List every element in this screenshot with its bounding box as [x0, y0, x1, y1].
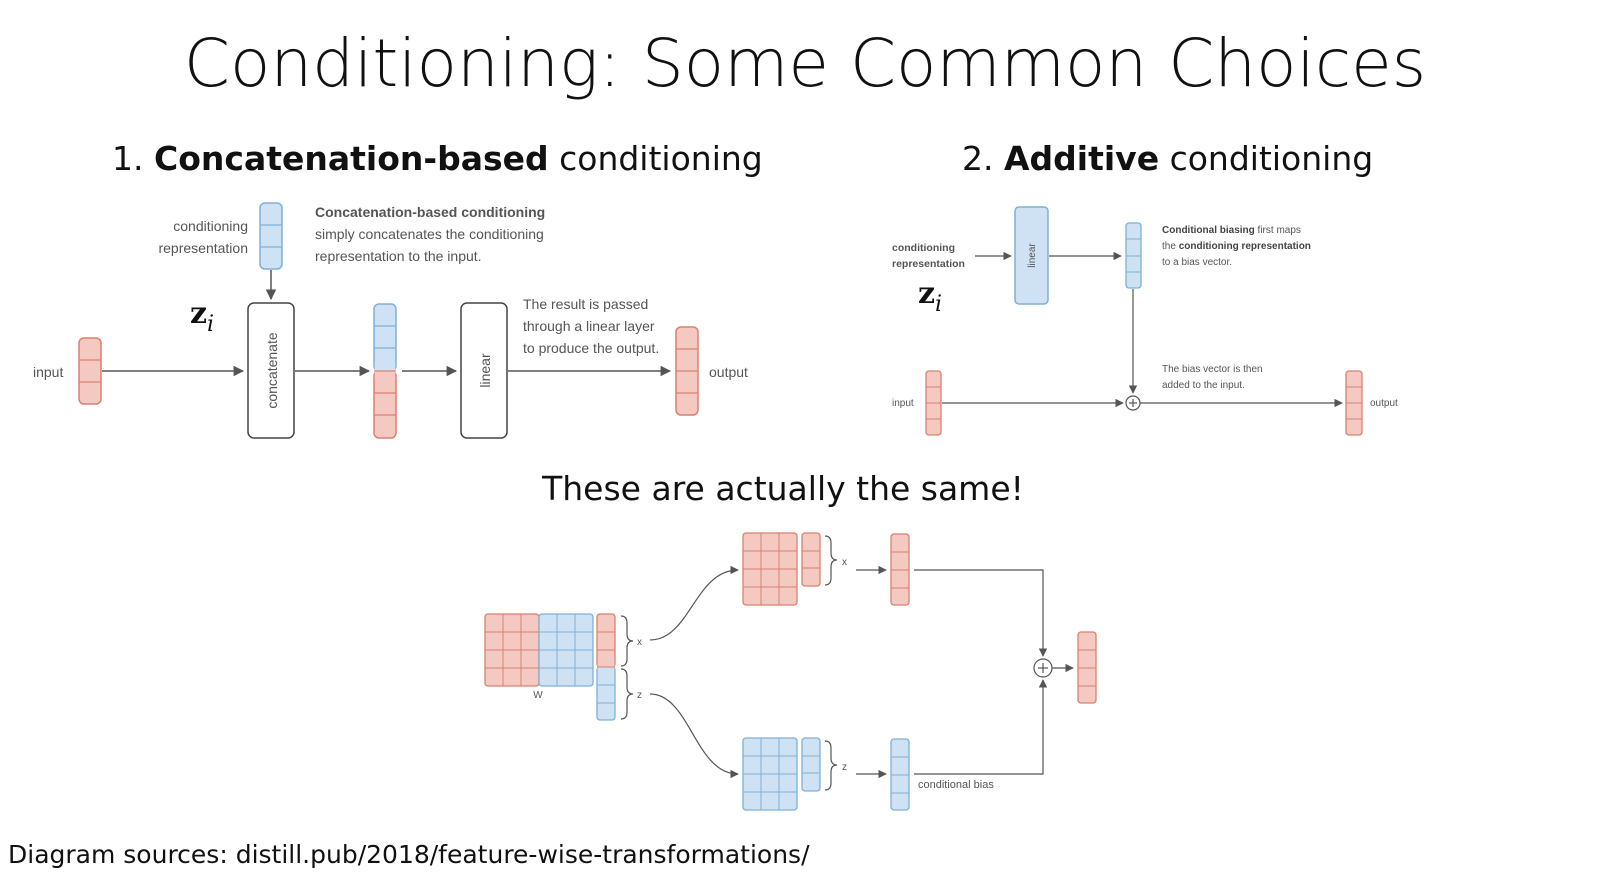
- s2-input-label: input: [892, 398, 914, 409]
- x-vector: [802, 533, 820, 586]
- s1-output-label: output: [709, 364, 748, 380]
- s2-cond-label-2: representation: [892, 258, 965, 270]
- s2-note1-line3: to a bias vector.: [1162, 257, 1233, 268]
- section2-rest: conditioning: [1159, 139, 1374, 178]
- section1-number: 1.: [112, 139, 144, 178]
- curve-arrow-bottom: [650, 694, 738, 774]
- x-vector-rect: [802, 533, 820, 586]
- x-label: x: [637, 637, 642, 648]
- s1-note-line2: simply concatenates the conditioning: [315, 226, 544, 242]
- wx-result-vector: [891, 534, 909, 605]
- section1-bold: Concatenation-based: [154, 139, 549, 178]
- brace-z2-icon: [825, 741, 837, 790]
- z-vector-rect: [802, 738, 820, 791]
- s2-note1-line2: [1162, 241, 1311, 252]
- line-bottom-to-plus: [914, 680, 1043, 774]
- s1-concat-vector: [374, 304, 396, 438]
- s1-z-letter: z: [190, 296, 208, 331]
- z-label: z: [637, 690, 642, 701]
- line-top-to-plus: [914, 570, 1043, 656]
- s1-cond-label-1: conditioning: [173, 218, 248, 234]
- xz-vector-blue: [597, 667, 615, 720]
- xz-vector-red: [597, 614, 615, 667]
- s1-result-line2: through a linear layer: [523, 318, 655, 334]
- section1-heading: [112, 139, 763, 178]
- s2-note1-line1: [1162, 225, 1301, 236]
- s1-cond-label-2: representation: [158, 240, 248, 256]
- s1-concat-vector-blue: [374, 304, 396, 371]
- z-label-2: z: [842, 762, 847, 773]
- s1-result-line3: to produce the output.: [523, 340, 660, 356]
- s2-z-symbol: [918, 276, 942, 317]
- s2-output-label: output: [1370, 398, 1398, 409]
- source-caption: Diagram sources: distill.pub/2018/feature-wise-transformations/: [8, 840, 810, 869]
- xz-vector-join-blue: [598, 667, 615, 674]
- x-label-2: x: [842, 557, 847, 568]
- wz-result-vector: [891, 739, 909, 810]
- s2-z-letter: z: [918, 276, 936, 311]
- brace-x-icon: [621, 616, 633, 666]
- brace-x2-icon: [825, 536, 837, 585]
- equivalence-diagram: [485, 533, 1096, 810]
- xz-vector: [597, 614, 615, 720]
- slide-subtitle: These are actually the same!: [542, 469, 1024, 508]
- s2-plus-icon: [1126, 396, 1140, 410]
- s1-result-line1: The result is passed: [523, 296, 649, 312]
- sum-result-vector: [1078, 632, 1096, 703]
- s2-z-subscript: i: [935, 292, 943, 317]
- s1-concat-label: concatenate: [264, 332, 280, 409]
- s2-note1-line2-bold: conditioning representation: [1178, 241, 1311, 252]
- s1-concat-vector-join-red: [375, 371, 396, 380]
- additive-diagram: [892, 207, 1398, 435]
- s1-note-line3: representation to the input.: [315, 248, 482, 264]
- bias-label: conditional bias: [918, 779, 994, 791]
- s2-note2-line1: The bias vector is then: [1162, 364, 1263, 375]
- w-matrix: [485, 614, 593, 686]
- s1-z-subscript: i: [207, 312, 215, 337]
- s1-z-symbol: [190, 296, 214, 337]
- section2-bold: Additive: [1004, 139, 1160, 178]
- s1-concat-vector-red: [374, 371, 396, 438]
- s1-concat-vector-join-blue: [375, 362, 396, 371]
- s1-linear-label: linear: [477, 353, 493, 388]
- s1-input-label: input: [33, 364, 64, 380]
- sum-plus-icon: [1034, 659, 1052, 677]
- concat-diagram: [33, 203, 748, 438]
- z-vector: [802, 738, 820, 791]
- slide-title: Conditioning: Some Common Choices: [183, 25, 1427, 102]
- w-label: W: [533, 690, 543, 701]
- s2-cond-label-1: conditioning: [892, 242, 955, 254]
- section2-heading: [962, 139, 1373, 178]
- section2-number: 2.: [962, 139, 994, 178]
- brace-z-icon: [621, 669, 633, 719]
- xz-vector-join-red: [598, 660, 615, 667]
- s2-note1-rest: first maps: [1254, 225, 1301, 236]
- s2-note1-line2-pre: the: [1162, 241, 1179, 252]
- w-z-matrix: [743, 738, 797, 810]
- section1-rest: conditioning: [548, 139, 763, 178]
- s1-note-bold: Concatenation-based conditioning: [315, 204, 546, 220]
- curve-arrow-top: [650, 570, 738, 640]
- s2-note2-line2: added to the input.: [1162, 380, 1245, 391]
- s1-cond-vector: [260, 203, 282, 269]
- s2-linear-label: linear: [1027, 243, 1038, 268]
- s1-input-vector: [79, 338, 101, 404]
- w-x-matrix: [743, 533, 797, 605]
- s2-note1-bold: Conditional biasing: [1162, 225, 1255, 236]
